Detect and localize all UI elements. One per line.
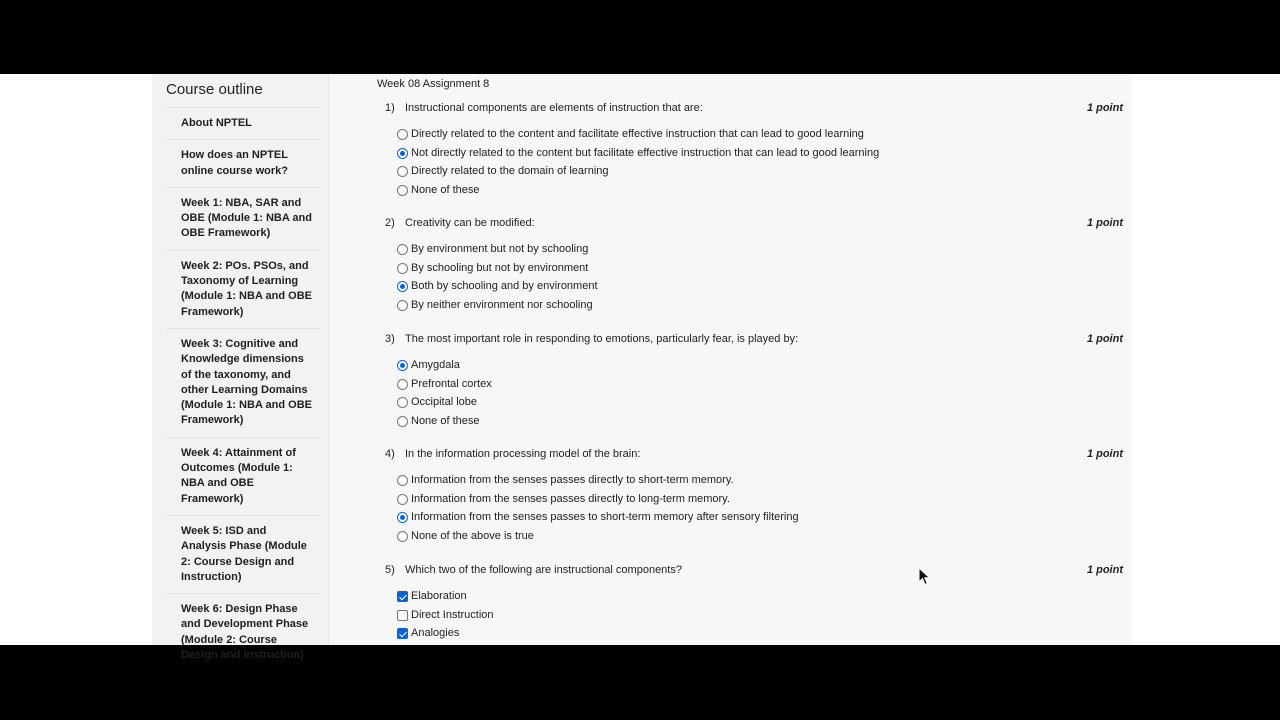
mouse-pointer-icon <box>918 567 932 587</box>
outline-item-week-6[interactable]: Week 6: Design Phase and Development Phase (Module 2: Course Design and Instruction) <box>166 593 320 671</box>
question-number: 2) <box>385 217 395 229</box>
option-label: Prefrontal cortex <box>411 377 492 390</box>
course-outline-sidebar <box>152 74 329 662</box>
question-5 <box>385 564 1123 646</box>
answer-option[interactable] <box>385 396 1123 415</box>
answer-option[interactable] <box>385 243 1123 262</box>
outline-item-week-3[interactable]: Week 3: Cognitive and Knowledge dimensions of the taxonomy, and other Learning Domains (Module 1: NBA and OBE Framework) <box>166 328 320 437</box>
outline-item-about-nptel[interactable]: About NPTEL <box>166 107 320 139</box>
option-label: By neither environment nor schooling <box>411 298 593 311</box>
question-text: Which two of the following are instructional components? <box>405 564 682 576</box>
browser-viewport <box>0 74 1280 662</box>
radio-button[interactable] <box>397 475 408 486</box>
answer-options <box>385 128 1123 202</box>
question-4 <box>385 448 1123 548</box>
question-number: 1) <box>385 102 395 114</box>
option-label: Direct Instruction <box>411 608 494 621</box>
question-header <box>385 448 1123 466</box>
answer-option[interactable] <box>385 378 1123 397</box>
answer-options <box>385 474 1123 548</box>
question-text: The most important role in responding to emotions, particularly fear, is played by: <box>405 333 799 345</box>
option-label: Information from the senses passes to short-term memory after sensory filtering <box>411 511 799 524</box>
radio-button[interactable] <box>397 531 408 542</box>
option-label: None of these <box>411 183 480 196</box>
radio-button[interactable] <box>397 185 408 196</box>
option-label: Analogies <box>411 627 460 640</box>
radio-button[interactable] <box>397 166 408 177</box>
checkbox[interactable] <box>397 610 408 621</box>
radio-button-selected[interactable] <box>397 148 408 159</box>
outline-item-week-1[interactable]: Week 1: NBA, SAR and OBE (Module 1: NBA and OBE Framework) <box>166 187 320 250</box>
option-label: By environment but not by schooling <box>411 243 589 255</box>
answer-options <box>385 243 1123 317</box>
outline-item-week-4[interactable]: Week 4: Attainment of Outcomes (Module 1: NBA and OBE Framework) <box>166 437 320 515</box>
option-label: Directly related to the domain of learning <box>411 165 609 178</box>
radio-button[interactable] <box>397 129 408 140</box>
answer-option[interactable] <box>385 511 1123 530</box>
checkbox-checked[interactable] <box>397 591 408 602</box>
sidebar-title: Course outline <box>166 81 263 98</box>
answer-option[interactable] <box>385 493 1123 512</box>
question-number: 3) <box>385 333 395 345</box>
answer-option[interactable] <box>385 262 1123 281</box>
question-text: Instructional components are elements of instruction that are: <box>405 102 703 114</box>
answer-option[interactable] <box>385 627 1123 646</box>
question-2 <box>385 217 1123 317</box>
assignment-title: Week 08 Assignment 8 <box>377 78 490 90</box>
radio-button-selected[interactable] <box>397 281 408 292</box>
answer-option[interactable] <box>385 147 1123 166</box>
radio-button[interactable] <box>397 494 408 505</box>
question-number: 4) <box>385 448 395 460</box>
option-label: By schooling but not by environment <box>411 261 589 274</box>
question-points: 1 point <box>1086 564 1123 576</box>
option-label: Information from the senses passes directly to long-term memory. <box>411 492 730 505</box>
option-label: Not directly related to the content but facilitate effective instruction that can lead to good learning <box>411 146 880 159</box>
question-3 <box>385 333 1123 433</box>
question-text: Creativity can be modified: <box>405 217 535 229</box>
question-1 <box>385 102 1123 202</box>
outline-list <box>166 107 320 671</box>
answer-option[interactable] <box>385 474 1123 493</box>
outline-item-week-5[interactable]: Week 5: ISD and Analysis Phase (Module 2: Course Design and Instruction) <box>166 515 320 593</box>
outline-item-how-course-works[interactable]: How does an NPTEL online course work? <box>166 139 320 187</box>
answer-option[interactable] <box>385 530 1123 549</box>
answer-option[interactable] <box>385 165 1123 184</box>
question-header <box>385 333 1123 351</box>
answer-option[interactable] <box>385 590 1123 609</box>
answer-option[interactable] <box>385 609 1123 628</box>
option-label: Amygdala <box>411 359 460 371</box>
question-text: In the information processing model of the brain: <box>405 448 641 460</box>
radio-button-selected[interactable] <box>397 512 408 523</box>
option-label: Elaboration <box>411 590 467 602</box>
radio-button[interactable] <box>397 244 408 255</box>
checkbox-checked[interactable] <box>397 628 408 639</box>
answer-options <box>385 590 1123 646</box>
radio-button[interactable] <box>397 397 408 408</box>
question-points: 1 point <box>1086 217 1123 229</box>
radio-button[interactable] <box>397 263 408 274</box>
answer-option[interactable] <box>385 280 1123 299</box>
answer-options <box>385 359 1123 433</box>
option-label: Directly related to the content and facilitate effective instruction that can lead to good learning <box>411 128 864 140</box>
question-number: 5) <box>385 564 395 576</box>
answer-option[interactable] <box>385 128 1123 147</box>
question-header <box>385 564 1123 582</box>
answer-option[interactable] <box>385 415 1123 434</box>
answer-option[interactable] <box>385 184 1123 203</box>
option-label: Occipital lobe <box>411 396 478 409</box>
assignment-content <box>368 74 1132 645</box>
answer-option[interactable] <box>385 359 1123 378</box>
question-points: 1 point <box>1086 448 1123 460</box>
answer-option[interactable] <box>385 299 1123 318</box>
radio-button-selected[interactable] <box>397 360 408 371</box>
course-page <box>152 74 1132 662</box>
question-points: 1 point <box>1086 102 1123 114</box>
option-label: None of these <box>411 414 480 427</box>
question-header <box>385 102 1123 120</box>
option-label: Information from the senses passes directly to short-term memory. <box>411 474 734 486</box>
option-label: None of the above is true <box>411 529 534 542</box>
question-points: 1 point <box>1086 333 1123 345</box>
radio-button[interactable] <box>397 416 408 427</box>
outline-item-week-2[interactable]: Week 2: POs. PSOs, and Taxonomy of Learning (Module 1: NBA and OBE Framework) <box>166 250 320 328</box>
question-header <box>385 217 1123 235</box>
option-label: Both by schooling and by environment <box>411 280 598 293</box>
radio-button[interactable] <box>397 379 408 390</box>
radio-button[interactable] <box>397 300 408 311</box>
